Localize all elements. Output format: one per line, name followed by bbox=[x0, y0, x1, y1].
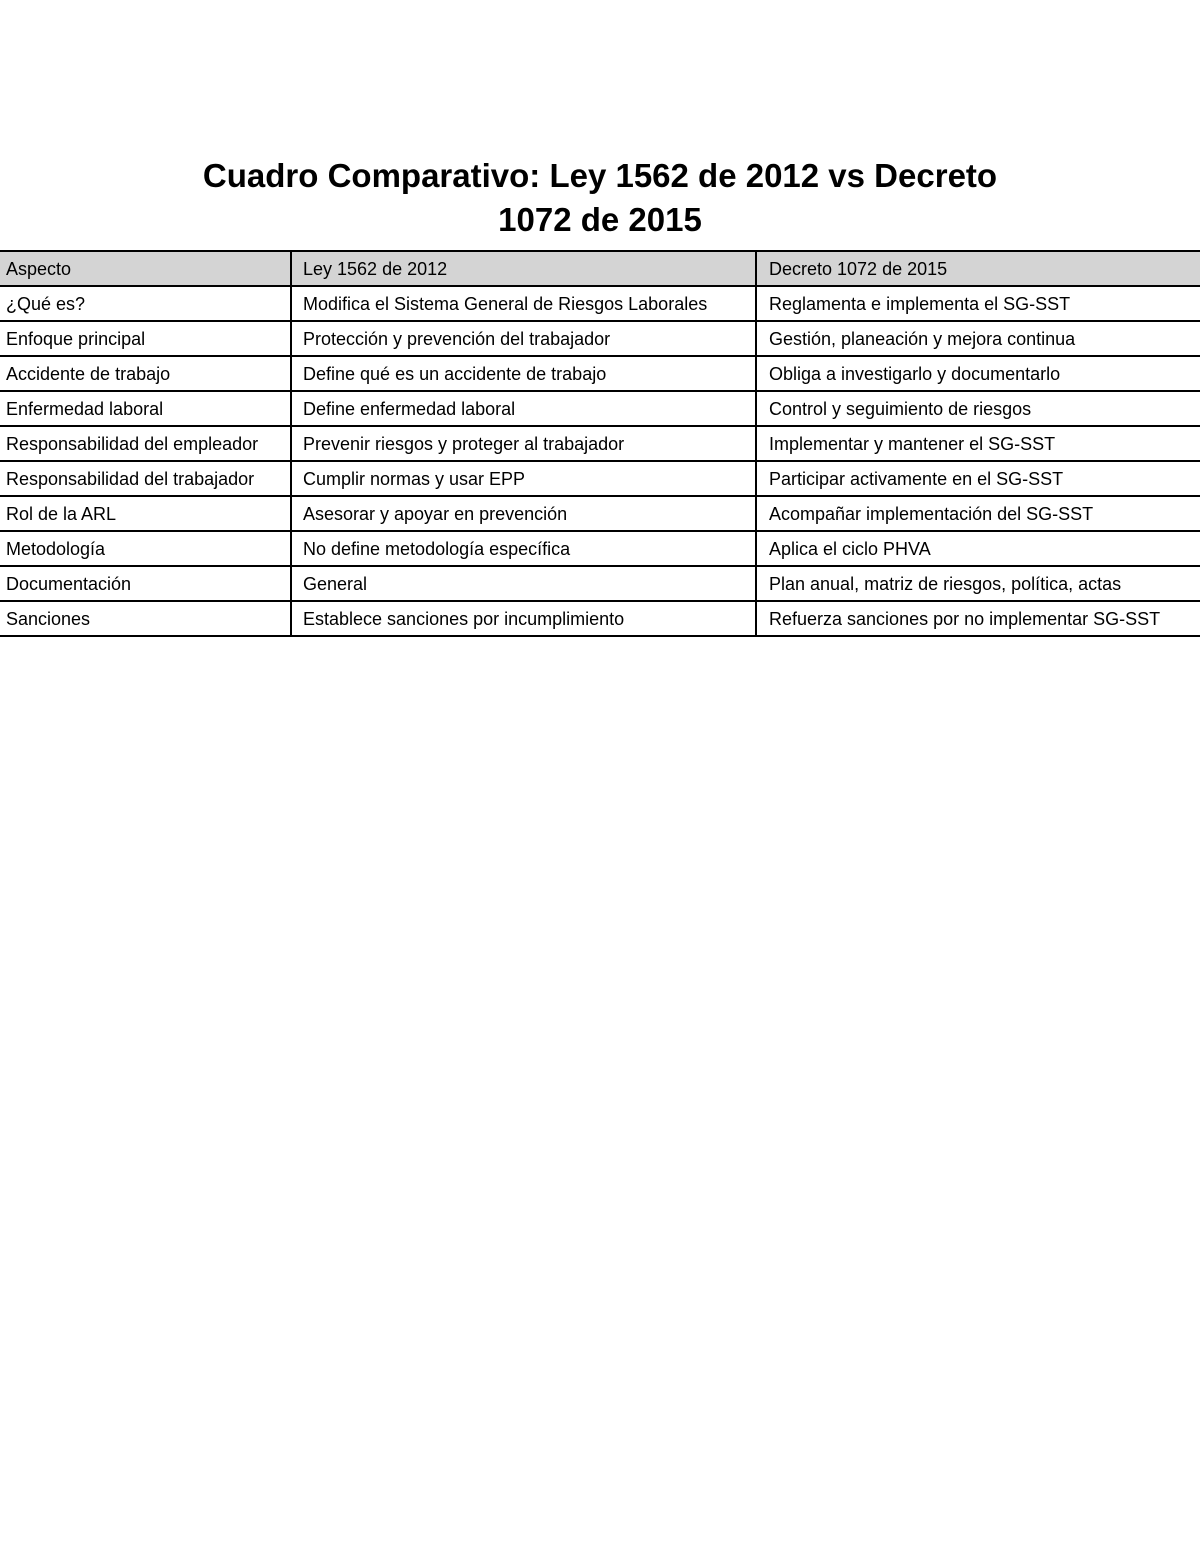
table-header bbox=[0, 251, 1200, 286]
table-row bbox=[0, 321, 1200, 356]
cell-decreto: Plan anual, matriz de riesgos, política, actas bbox=[756, 566, 1200, 601]
cell-decreto: Obliga a investigarlo y documentarlo bbox=[756, 356, 1200, 391]
table-row bbox=[0, 531, 1200, 566]
table-row bbox=[0, 286, 1200, 321]
table-row bbox=[0, 496, 1200, 531]
table-row bbox=[0, 391, 1200, 426]
cell-decreto: Gestión, planeación y mejora continua bbox=[756, 321, 1200, 356]
table-body bbox=[0, 286, 1200, 636]
title-line-1: Cuadro Comparativo: Ley 1562 de 2012 vs Decreto bbox=[202, 157, 998, 194]
title-line-2: 1072 de 2015 bbox=[498, 201, 702, 238]
cell-aspect: Rol de la ARL bbox=[0, 496, 291, 531]
cell-ley: Asesorar y apoyar en prevención bbox=[291, 496, 756, 531]
cell-decreto: Participar activamente en el SG-SST bbox=[756, 461, 1200, 496]
cell-aspect: Responsabilidad del trabajador bbox=[0, 461, 291, 496]
cell-decreto: Acompañar implementación del SG-SST bbox=[756, 496, 1200, 531]
cell-aspect: Responsabilidad del empleador bbox=[0, 426, 291, 461]
cell-ley: No define metodología específica bbox=[291, 531, 756, 566]
table-row bbox=[0, 461, 1200, 496]
cell-aspect: ¿Qué es? bbox=[0, 286, 291, 321]
comparison-table bbox=[0, 250, 1200, 637]
cell-ley: Define enfermedad laboral bbox=[291, 391, 756, 426]
page-title bbox=[0, 154, 1200, 242]
header-row bbox=[0, 251, 1200, 286]
cell-ley: Establece sanciones por incumplimiento bbox=[291, 601, 756, 636]
header-cell-aspecto: Aspecto bbox=[0, 251, 291, 286]
cell-ley: Prevenir riesgos y proteger al trabajador bbox=[291, 426, 756, 461]
cell-ley: Cumplir normas y usar EPP bbox=[291, 461, 756, 496]
table-row bbox=[0, 426, 1200, 461]
cell-decreto: Implementar y mantener el SG-SST bbox=[756, 426, 1200, 461]
cell-aspect: Enfoque principal bbox=[0, 321, 291, 356]
table-row bbox=[0, 566, 1200, 601]
cell-ley: Modifica el Sistema General de Riesgos Laborales bbox=[291, 286, 756, 321]
cell-ley: Define qué es un accidente de trabajo bbox=[291, 356, 756, 391]
cell-decreto: Aplica el ciclo PHVA bbox=[756, 531, 1200, 566]
cell-aspect: Metodología bbox=[0, 531, 291, 566]
cell-aspect: Documentación bbox=[0, 566, 291, 601]
cell-decreto: Control y seguimiento de riesgos bbox=[756, 391, 1200, 426]
cell-aspect: Enfermedad laboral bbox=[0, 391, 291, 426]
table-row bbox=[0, 601, 1200, 636]
cell-aspect: Accidente de trabajo bbox=[0, 356, 291, 391]
cell-ley: Protección y prevención del trabajador bbox=[291, 321, 756, 356]
table-row bbox=[0, 356, 1200, 391]
header-cell-ley: Ley 1562 de 2012 bbox=[291, 251, 756, 286]
cell-aspect: Sanciones bbox=[0, 601, 291, 636]
cell-decreto: Refuerza sanciones por no implementar SG-SST bbox=[756, 601, 1200, 636]
cell-decreto: Reglamenta e implementa el SG-SST bbox=[756, 286, 1200, 321]
cell-ley: General bbox=[291, 566, 756, 601]
header-cell-decreto: Decreto 1072 de 2015 bbox=[756, 251, 1200, 286]
